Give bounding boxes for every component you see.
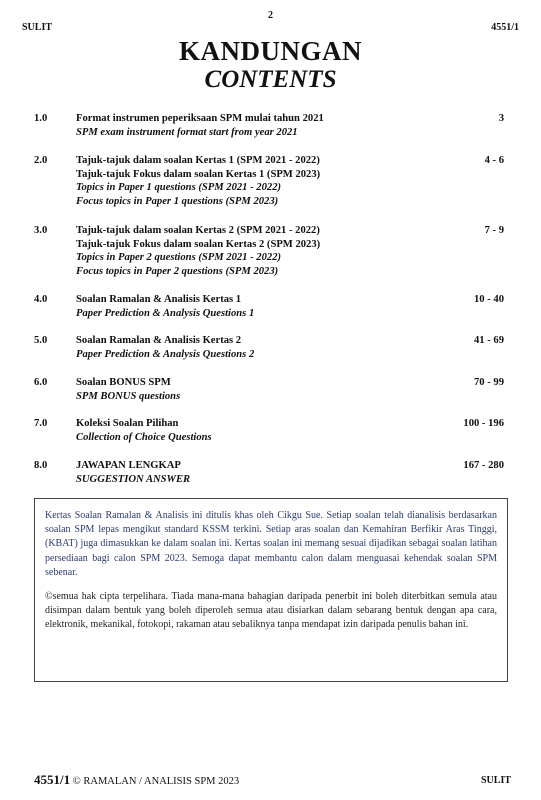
toc-entry-pages: 3 — [498, 113, 504, 124]
toc-entry-malay-title: Tajuk-tajuk Fokus dalam soalan Kertas 2 (SPM 2023) — [76, 238, 321, 250]
toc-entry-number: 1.0 — [34, 113, 48, 124]
toc-entry-english-title: SPM exam instrument format start from year 2021 — [76, 126, 298, 138]
footer-left — [34, 772, 239, 788]
page-number: 2 — [268, 10, 273, 21]
toc-entry-lines — [76, 293, 456, 320]
toc-entry-english-title: Collection of Choice Questions — [76, 431, 212, 443]
toc-entry-pages: 4 - 6 — [484, 155, 504, 166]
toc-entry-pages: 70 - 99 — [473, 377, 504, 388]
toc-entry-pages: 41 - 69 — [473, 335, 504, 346]
toc-entry-english-title: SUGGESTION ANSWER — [76, 473, 191, 485]
notice-paragraph-copyright: ©semua hak cipta terpelihara. Tiada mana-mana bahagian daripada penerbit ini boleh diterbitkan semula atau disimpan dalam bentuk yang boleh diperoleh semua atau disiarkan dalam sebarang bentuk dengan apa cara, elektronik, mekanikal, fotokopi, rakaman atau sebaliknya tanpa mendapat izin daripada penulis bahan ini. — [45, 591, 497, 631]
toc-entry-malay-title: Soalan BONUS SPM — [76, 377, 171, 388]
toc-entry-number: 4.0 — [34, 294, 48, 305]
toc-entry-lines — [76, 224, 456, 278]
header-paper-code: 4551/1 — [491, 22, 519, 33]
notice-box — [34, 498, 508, 682]
toc-entry-malay-title: Tajuk-tajuk dalam soalan Kertas 2 (SPM 2021 - 2022) — [76, 225, 320, 236]
toc-entry-lines — [76, 154, 456, 208]
notice-paragraph-intro: Kertas Soalan Ramalan & Analisis ini ditulis khas oleh Cikgu Sue. Setiap soalan telah dianalisis berdasarkan soalan SPM lepas mengikut standard KSSM terkini. Setiap aras soalan dan Kemahiran Berfikir Aras Tinggi, (KBAT) juga dimasukkan ke dalam soalan ini. Kertas soalan ini memang sesuai dijadikan sebagai soalan latihan persediaan bagi calon SPM 2023. Semoga dapat membantu calon dalam menguasai kehendak soalan SPM sebenar. — [45, 510, 497, 578]
toc-entry-lines — [76, 459, 456, 486]
toc-entry-number: 6.0 — [34, 377, 48, 388]
toc-entry-number: 5.0 — [34, 335, 48, 346]
footer-classification: SULIT — [480, 775, 511, 786]
toc-entry-lines — [76, 376, 456, 403]
toc-entry-pages: 167 - 280 — [463, 460, 504, 471]
toc-entry-malay-title: Tajuk-tajuk Fokus dalam soalan Kertas 1 (SPM 2023) — [76, 168, 321, 180]
toc-entry-english-title: Focus topics in Paper 1 questions (SPM 2023) — [76, 195, 279, 207]
toc-entry-number: 8.0 — [34, 460, 48, 471]
toc-entry-pages: 10 - 40 — [473, 294, 504, 305]
toc-entry-english-title: Topics in Paper 1 questions (SPM 2021 - 2022) — [76, 182, 282, 193]
toc-entry-english-title: SPM BONUS questions — [76, 390, 181, 402]
footer-text: © RAMALAN / ANALISIS SPM 2023 — [70, 776, 240, 787]
page-title: KANDUNGAN — [179, 36, 362, 66]
toc-entry-malay-title: Soalan Ramalan & Analisis Kertas 2 — [76, 335, 242, 346]
toc-entry-english-title: Paper Prediction & Analysis Questions 2 — [76, 348, 255, 360]
toc-entry-malay-title: Koleksi Soalan Pilihan — [76, 418, 179, 429]
page-subtitle: CONTENTS — [204, 66, 337, 93]
toc-entry-lines — [76, 417, 456, 444]
toc-entry-pages: 100 - 196 — [463, 418, 504, 429]
toc-entry-english-title: Focus topics in Paper 2 questions (SPM 2023) — [76, 265, 279, 277]
toc-entry-english-title: Topics in Paper 2 questions (SPM 2021 - 2022) — [76, 252, 282, 263]
toc-entry-malay-title: Soalan Ramalan & Analisis Kertas 1 — [76, 294, 242, 305]
toc-entry-number: 3.0 — [34, 225, 48, 236]
toc-entry-pages: 7 - 9 — [484, 225, 504, 236]
toc-entry-malay-title: JAWAPAN LENGKAP — [76, 460, 181, 471]
toc-entry-number: 7.0 — [34, 418, 48, 429]
toc-entry-malay-title: Format instrumen peperiksaan SPM mulai tahun 2021 — [76, 113, 324, 124]
toc-entry-lines — [76, 334, 456, 361]
toc-entry-english-title: Paper Prediction & Analysis Questions 1 — [76, 307, 255, 319]
toc-entry-malay-title: Tajuk-tajuk dalam soalan Kertas 1 (SPM 2021 - 2022) — [76, 155, 320, 166]
footer-paper-code: 4551/1 — [34, 772, 71, 787]
toc-entry-lines — [76, 112, 456, 139]
header-classification: SULIT — [22, 22, 53, 33]
toc-entry-number: 2.0 — [34, 155, 48, 166]
